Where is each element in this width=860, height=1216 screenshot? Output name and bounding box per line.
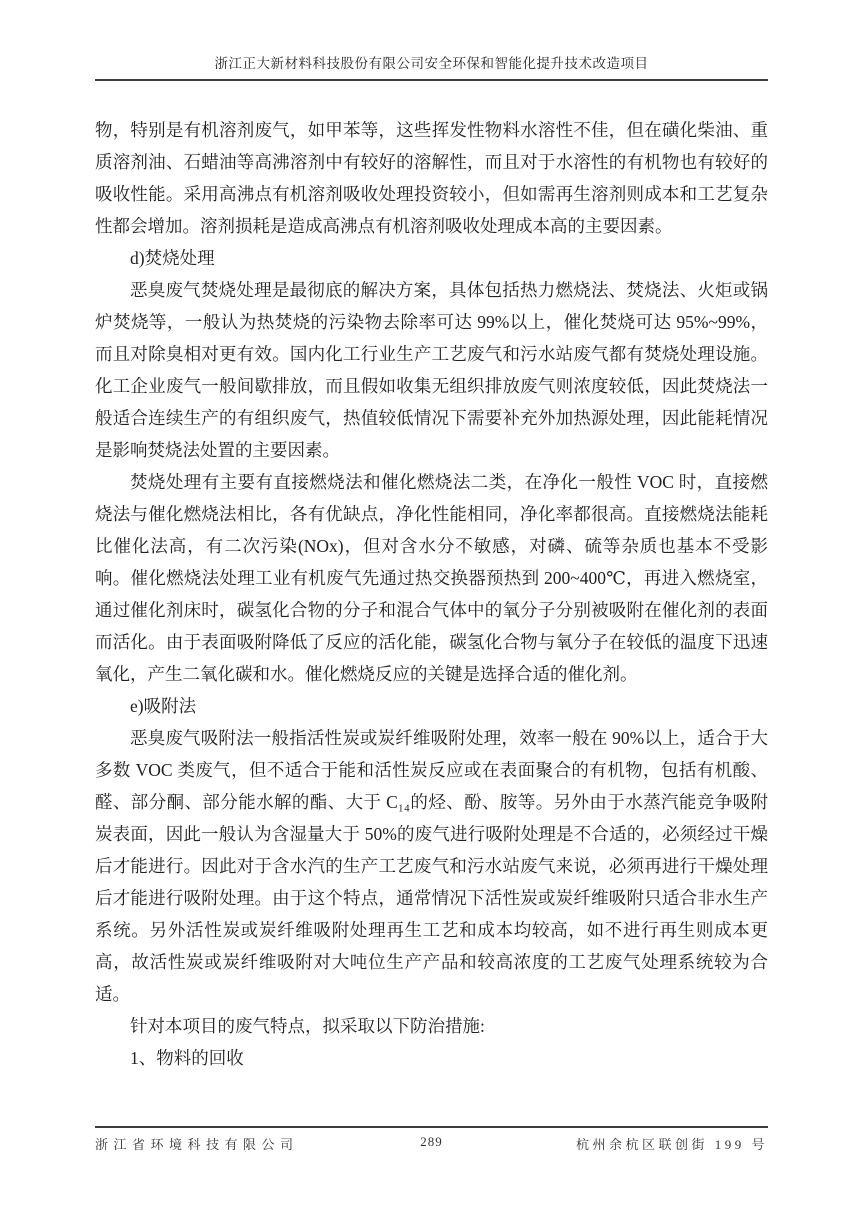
page-footer [95,1126,768,1153]
section-heading-e-adsorption: e)吸附法 [130,696,197,716]
paragraph-absorption-continued: 物，特别是有机溶剂废气，如甲苯等，这些挥发性物料水溶性不佳，但在磺化柴油、重质溶剂油、石蜡油等高沸溶剂中有较好的溶解性，而且对于水溶性的有机物也有较好的吸收性能。采用高沸点有机溶剂吸收处理投资较小，但如需再生溶剂则成本和工艺复杂性都会增加。溶剂损耗是造成高沸点有机溶剂吸收处理成本高的主要因素。 [95,120,768,236]
paragraph-measures-intro: 针对本项目的废气特点，拟采取以下防治措施: [130,1016,485,1036]
footer-address: 杭州余杭区联创街 199 号 [575,1137,768,1152]
section-heading-d-incineration: d)焚烧处理 [130,248,215,268]
list-item-material-recovery: 1、物料的回收 [130,1048,244,1068]
document-body [95,114,768,1074]
page-header [95,0,768,81]
header-rule [95,79,768,81]
footer-company: 浙江省环境科技有限公司 [95,1137,299,1152]
paragraph-incineration-overview: 恶臭废气焚烧处理是最彻底的解决方案，具体包括热力燃烧法、焚烧法、火炬或锅炉焚烧等，一般认为热焚烧的污染物去除率可达 99%以上，催化焚烧可达 95%~99%，而且对除臭相对更有效。国内化工行业生产工艺废气和污水站废气都有焚烧处理设施。化工企业废气一般间歇排放，而且假如收集无组织排放废气则浓度较低，因此焚烧法一般适合连续生产的有组织废气，热值较低情况下需要补充外加热源处理，因此能耗情况是影响焚烧法处置的主要因素。 [95,280,768,460]
page-number: 289 [420,1134,443,1149]
paragraph-adsorption-method: 恶臭废气吸附法一般指活性炭或炭纤维吸附处理，效率一般在 90%以上，适合于大多数 VOC 类废气，但不适合于能和活性炭反应或在表面聚合的有机物，包括有机酸、醛、部分酮、部分能水解的酯、大于 C₁₄的烃、酚、胺等。另外由于水蒸汽能竞争吸附炭表面，因此一般认为含湿量大于 50%的废气进行吸附处理是不合适的，必须经过干燥后才能进行。因此对于含水汽的生产工艺废气和污水站废气来说，必须再进行干燥处理后才能进行吸附处理。由于这个特点，通常情况下活性炭或炭纤维吸附只适合非水生产系统。另外活性炭或炭纤维吸附处理再生工艺和成本均较高，如不进行再生则成本更高，故活性炭或炭纤维吸附对大吨位生产产品和较高浓度的工艺废气处理系统较为合适。 [95,728,768,1004]
page-header-title: 浙江正大新材料科技股份有限公司安全环保和智能化提升技术改造项目 [214,56,649,71]
paragraph-combustion-methods: 焚烧处理有主要有直接燃烧法和催化燃烧法二类，在净化一般性 VOC 时，直接燃烧法与催化燃烧法相比，各有优缺点，净化性能相同，净化率都很高。直接燃烧法能耗比催化法高，有二次污染(NOx)，但对含水分不敏感，对磷、硫等杂质也基本不受影响。催化燃烧法处理工业有机废气先通过热交换器预热到 200~400℃，再进入燃烧室，通过催化剂床时，碳氢化合物的分子和混合气体中的氧分子分别被吸附在催化剂的表面而活化。由于表面吸附降低了反应的活化能，碳氢化合物与氧分子在较低的温度下迅速氧化，产生二氧化碳和水。催化燃烧反应的关键是选择合适的催化剂。 [95,472,768,684]
